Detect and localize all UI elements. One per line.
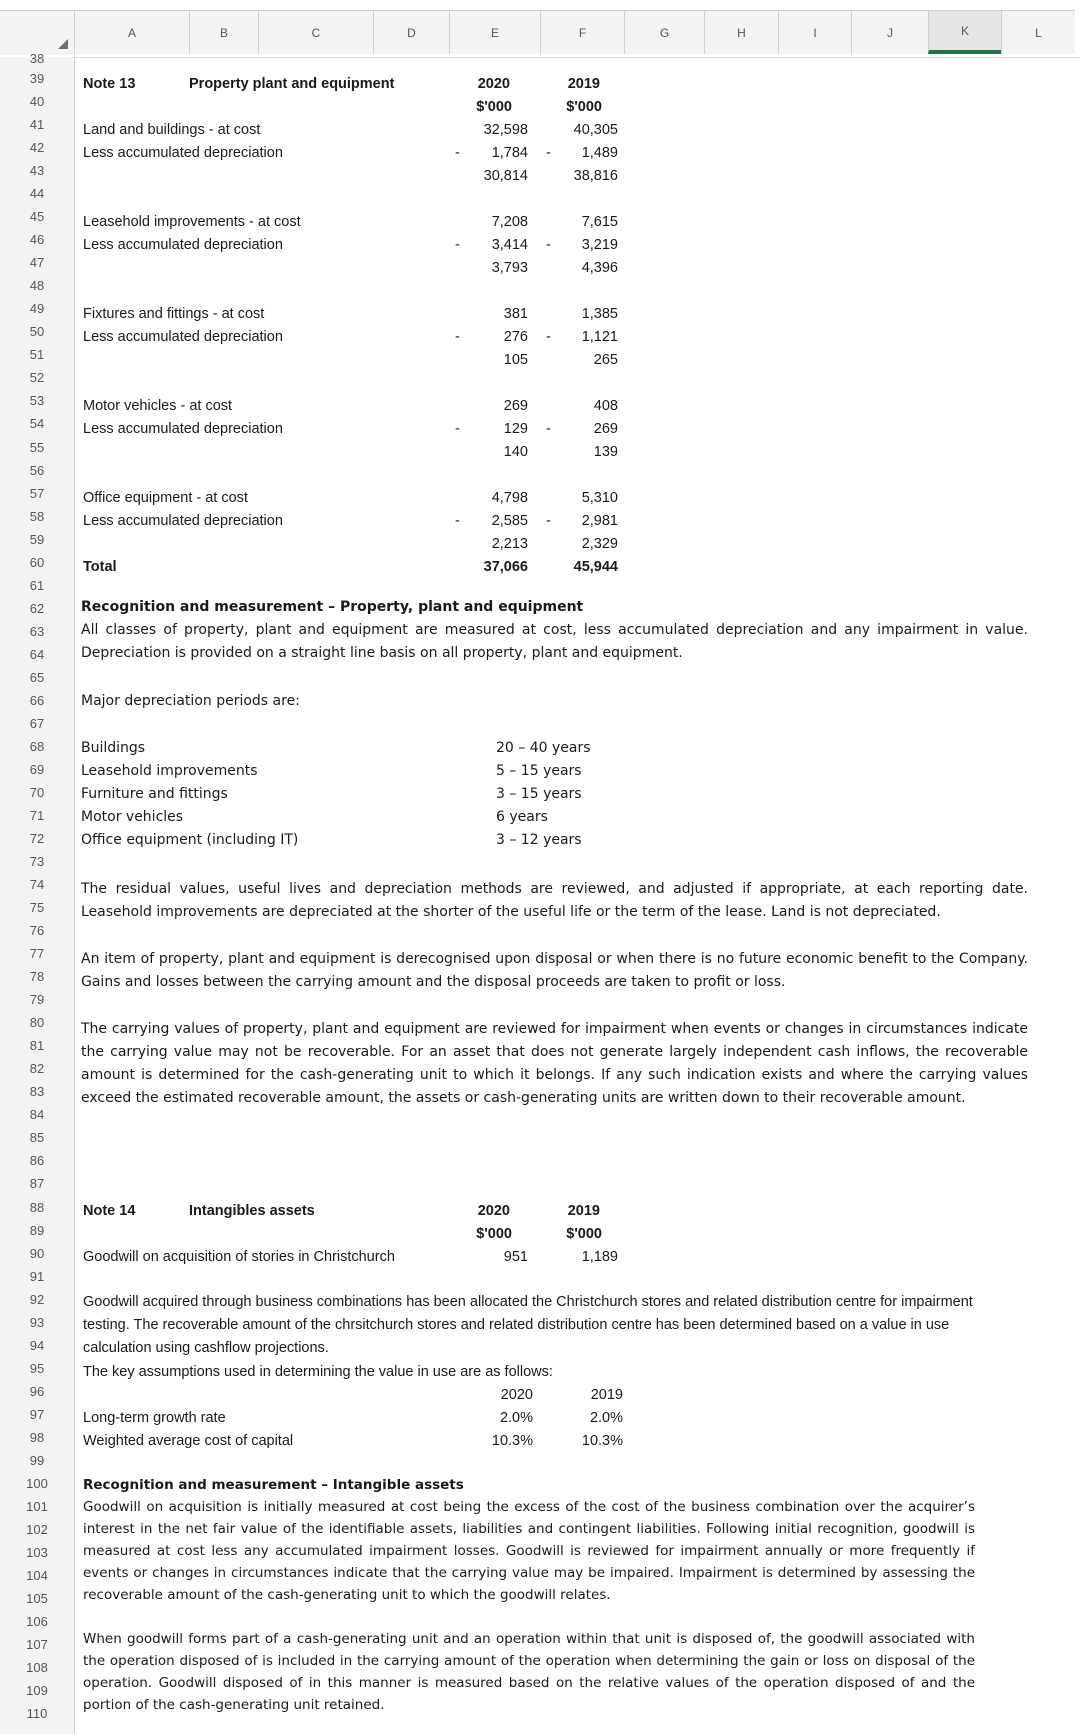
row-header-53[interactable]: 53: [29, 393, 45, 409]
ppe-total-label[interactable]: Total: [83, 559, 117, 575]
row-header-59[interactable]: 59: [29, 531, 45, 547]
row-header-93[interactable]: 93: [29, 1314, 45, 1330]
goodwill-2020[interactable]: 951: [503, 1249, 528, 1265]
ppe-net-2020[interactable]: 105: [503, 352, 528, 368]
goodwill-allocation-paragraph[interactable]: Goodwill acquired through business combinations has been allocated the Christchurch stores and related distribution centre for impairment testing. The recoverable amount of the chrsitchurch stores and related distribution centre has been determined based on a value in use calculation using cashflow projections.: [83, 1294, 973, 1356]
row-header-50[interactable]: 50: [29, 324, 45, 340]
wacc-label[interactable]: Weighted average cost of capital: [83, 1433, 294, 1449]
ppe-net-2020[interactable]: 30,814: [483, 168, 528, 184]
row-header-86[interactable]: 86: [29, 1153, 45, 1169]
ppe-recognition-heading: Recognition and measurement – Property, plant and equipment: [81, 599, 584, 615]
note13-label[interactable]: Note 13: [83, 76, 136, 92]
row-header-61[interactable]: 61: [29, 577, 45, 593]
row-header-100[interactable]: 100: [26, 1475, 48, 1491]
ppe-cost-label[interactable]: Land and buildings - at cost: [83, 122, 261, 138]
row-header-51[interactable]: 51: [29, 347, 45, 363]
row-header-71[interactable]: 71: [29, 807, 45, 823]
ppe-net-2019[interactable]: 265: [593, 352, 618, 368]
row-header-bar: [0, 51, 75, 1734]
ppe-dep-minus-2019[interactable]: -: [546, 237, 551, 253]
ppe-cost-2020[interactable]: 381: [503, 306, 528, 322]
ppe-dep-label[interactable]: Less accumulated depreciation: [83, 237, 283, 253]
ppe-dep-minus-2020[interactable]: -: [455, 237, 460, 253]
select-all-triangle-icon: [58, 39, 68, 49]
ppe-dep-label[interactable]: Less accumulated depreciation: [83, 145, 283, 161]
ppe-net-2020[interactable]: 3,793: [491, 260, 528, 276]
ppe-net-2019[interactable]: 139: [593, 444, 618, 460]
row-header-41[interactable]: 41: [29, 117, 45, 133]
ppe-total-2019[interactable]: 45,944: [573, 559, 618, 575]
row-header-98[interactable]: 98: [29, 1429, 45, 1445]
row-header-54[interactable]: 54: [29, 416, 45, 432]
row-header-40[interactable]: 40: [29, 94, 45, 110]
row-header-108[interactable]: 108: [26, 1660, 48, 1676]
ppe-cost-2020[interactable]: 4,798: [491, 490, 528, 506]
period-label[interactable]: Furniture and fittings: [81, 786, 228, 802]
growth-rate-label[interactable]: Long-term growth rate: [83, 1410, 226, 1426]
row-header-46[interactable]: 46: [29, 232, 45, 248]
ppe-dep-minus-2019[interactable]: -: [546, 145, 551, 161]
ppe-recognition-paragraph[interactable]: [81, 596, 1028, 665]
ppe-cost-2019[interactable]: 5,310: [581, 490, 618, 506]
ppe-cost-2019[interactable]: 7,615: [581, 214, 618, 230]
row-header-75[interactable]: 75: [29, 900, 45, 916]
intangibles-recognition-heading: Recognition and measurement – Intangible assets: [83, 1477, 464, 1493]
select-all-button[interactable]: [0, 10, 75, 55]
note13-unit-2020[interactable]: $'000: [476, 99, 512, 115]
row-header-91[interactable]: 91: [29, 1268, 45, 1284]
row-header-72[interactable]: 72: [29, 831, 45, 847]
period-label[interactable]: Leasehold improvements: [81, 763, 258, 779]
growth-rate-2019[interactable]: 2.0%: [589, 1410, 623, 1426]
row-header-49[interactable]: 49: [29, 301, 45, 317]
ppe-dep-minus-2019[interactable]: -: [546, 421, 551, 437]
ppe-dep-label[interactable]: Less accumulated depreciation: [83, 513, 283, 529]
period-label[interactable]: Buildings: [81, 740, 146, 756]
row-header-55[interactable]: 55: [29, 439, 45, 455]
ppe-net-2019[interactable]: 4,396: [581, 260, 618, 276]
row-header-102[interactable]: 102: [26, 1521, 48, 1537]
row-header-65[interactable]: 65: [29, 669, 45, 685]
ppe-dep-2020[interactable]: 3,414: [491, 237, 528, 253]
ppe-dep-2020[interactable]: 2,585: [491, 513, 528, 529]
note13-year-2019[interactable]: 2019: [567, 76, 600, 92]
row-header-60[interactable]: 60: [29, 554, 45, 570]
note14-unit-2020[interactable]: $'000: [476, 1226, 512, 1242]
row-header-97[interactable]: 97: [29, 1406, 45, 1422]
ppe-dep-minus-2020[interactable]: -: [455, 329, 460, 345]
note14-year-2019[interactable]: 2019: [567, 1203, 600, 1219]
period-value[interactable]: 5 – 15 years: [496, 763, 582, 779]
ppe-dep-minus-2020[interactable]: -: [455, 513, 460, 529]
wacc-2019[interactable]: 10.3%: [581, 1433, 623, 1449]
note14-label[interactable]: Note 14: [83, 1203, 136, 1219]
ppe-dep-2019[interactable]: 1,489: [581, 145, 618, 161]
row-header-110[interactable]: 110: [26, 1706, 48, 1722]
note14-year-2020[interactable]: 2020: [477, 1203, 510, 1219]
goodwill-2019[interactable]: 1,189: [581, 1249, 618, 1265]
period-value[interactable]: 3 – 12 years: [496, 832, 582, 848]
column-header-h[interactable]: H: [704, 10, 778, 54]
ppe-dep-2019[interactable]: 2,981: [581, 513, 618, 529]
row-header-56[interactable]: 56: [29, 462, 45, 478]
row-header-103[interactable]: 103: [26, 1544, 48, 1560]
ppe-net-2019[interactable]: 38,816: [573, 168, 618, 184]
row-header-89[interactable]: 89: [29, 1222, 45, 1238]
ppe-dep-minus-2019[interactable]: -: [546, 329, 551, 345]
ppe-dep-2019[interactable]: 269: [593, 421, 618, 437]
row-header-62[interactable]: 62: [29, 600, 45, 616]
ppe-dep-minus-2020[interactable]: -: [455, 421, 460, 437]
derecognition-paragraph[interactable]: An item of property, plant and equipment is derecognised upon disposal or when there is no future economic benefit to the Company. Gains and losses between the carrying amount and the disposal proceeds are taken to profit or loss.: [81, 951, 1028, 990]
column-header-k[interactable]: K: [928, 10, 1001, 54]
growth-rate-2020[interactable]: 2.0%: [499, 1410, 533, 1426]
row-header-76[interactable]: 76: [29, 923, 45, 939]
ppe-dep-minus-2019[interactable]: -: [546, 513, 551, 529]
ppe-recognition-text: All classes of property, plant and equipment are measured at cost, less accumulated depreciation and any impairment in value. Depreciation is provided on a straight line basis on all property, plant and equipment.: [81, 622, 1028, 661]
row-header-90[interactable]: 90: [29, 1245, 45, 1261]
column-header-bar: [0, 0, 1080, 58]
period-value[interactable]: 6 years: [496, 809, 548, 825]
ppe-net-2019[interactable]: 2,329: [581, 536, 618, 552]
row-header-104[interactable]: 104: [26, 1567, 48, 1583]
period-label[interactable]: Motor vehicles: [81, 809, 184, 825]
row-header-67[interactable]: 67: [29, 715, 45, 731]
note13-unit-2019[interactable]: $'000: [566, 99, 602, 115]
ppe-dep-label[interactable]: Less accumulated depreciation: [83, 421, 283, 437]
note14-unit-2019[interactable]: $'000: [566, 1226, 602, 1242]
ppe-cost-2019[interactable]: 408: [593, 398, 618, 414]
row-header-96[interactable]: 96: [29, 1383, 45, 1399]
column-header-b[interactable]: B: [189, 10, 258, 54]
assumptions-year-2020[interactable]: 2020: [500, 1387, 533, 1403]
row-header-79[interactable]: 79: [29, 992, 45, 1008]
row-header-105[interactable]: 105: [26, 1591, 48, 1606]
intangibles-recognition-paragraph[interactable]: [83, 1474, 975, 1606]
note14-title[interactable]: Intangibles assets: [189, 1203, 315, 1219]
row-header-74[interactable]: 74: [29, 877, 45, 893]
column-header-i[interactable]: I: [778, 10, 851, 54]
period-value[interactable]: 3 – 15 years: [496, 786, 582, 802]
ppe-cost-2020[interactable]: 7,208: [491, 214, 528, 230]
row-header-94[interactable]: 94: [29, 1337, 45, 1353]
row-header-43[interactable]: 43: [29, 163, 45, 179]
row-header-92[interactable]: 92: [29, 1291, 45, 1307]
row-header-69[interactable]: 69: [29, 761, 45, 777]
column-header-d[interactable]: D: [373, 10, 449, 54]
ppe-cost-2020[interactable]: 32,598: [483, 122, 528, 138]
wacc-2020[interactable]: 10.3%: [491, 1433, 533, 1449]
row-header-95[interactable]: 95: [29, 1360, 45, 1376]
row-header-107[interactable]: 107: [26, 1637, 48, 1653]
row-header-66[interactable]: 66: [29, 692, 45, 708]
row-header-87[interactable]: 87: [29, 1176, 45, 1192]
residual-values-paragraph[interactable]: The residual values, useful lives and depreciation methods are reviewed, and adjusted if appropriate, at each reporting date. Leasehold improvements are depreciated at the shorter of the useful life or the term of the lease. Land is not depreciated.: [81, 881, 1028, 920]
goodwill-disposal-paragraph[interactable]: When goodwill forms part of a cash-generating unit and an operation within that unit is disposed of, the goodwill associated with the operation disposed of is included in the carrying amount of the operation when determining the gain or loss on disposal of the operation. Goodwill disposed of in this manner is measured based on the relative values of the operation disposed of and the portion of the cash-generating unit retained.: [83, 1631, 975, 1713]
row-header-68[interactable]: 68: [29, 738, 45, 754]
row-header-58[interactable]: 58: [29, 508, 45, 524]
row-header-42[interactable]: 42: [29, 140, 45, 156]
note13-title[interactable]: Property plant and equipment: [189, 76, 395, 92]
row-header-57[interactable]: 57: [29, 485, 45, 501]
row-header-52[interactable]: 52: [29, 370, 45, 386]
row-header-99[interactable]: 99: [29, 1452, 45, 1468]
column-header-e[interactable]: E: [449, 10, 540, 54]
ppe-net-2020[interactable]: 2,213: [491, 536, 528, 552]
column-header-g[interactable]: G: [624, 10, 704, 54]
row-header-81[interactable]: 81: [29, 1038, 45, 1054]
column-header-c[interactable]: C: [258, 10, 373, 54]
row-header-78[interactable]: 78: [29, 969, 45, 985]
row-header-106[interactable]: 106: [26, 1614, 48, 1630]
row-header-80[interactable]: 80: [29, 1015, 45, 1031]
ppe-cost-2020[interactable]: 269: [503, 398, 528, 414]
row-header-48[interactable]: 48: [29, 278, 45, 294]
column-header-l[interactable]: L: [1001, 10, 1075, 54]
ppe-cost-label[interactable]: Leasehold improvements - at cost: [83, 214, 301, 230]
goodwill-label[interactable]: Goodwill on acquisition of stories in Christchurch: [83, 1249, 395, 1265]
row-header-77[interactable]: 77: [29, 946, 45, 962]
ppe-net-2020[interactable]: 140: [503, 444, 528, 460]
ppe-cost-2019[interactable]: 1,385: [581, 306, 618, 322]
ppe-dep-2020[interactable]: 276: [503, 329, 528, 345]
assumptions-year-2019[interactable]: 2019: [590, 1387, 623, 1403]
note13-year-2020[interactable]: 2020: [477, 76, 510, 92]
row-header-88[interactable]: 88: [29, 1199, 45, 1215]
column-header-f[interactable]: F: [540, 10, 624, 54]
ppe-dep-2019[interactable]: 1,121: [581, 329, 618, 345]
row-header-73[interactable]: 73: [29, 854, 45, 870]
row-header-109[interactable]: 109: [26, 1683, 48, 1699]
ppe-cost-2019[interactable]: 40,305: [573, 122, 618, 138]
ppe-cost-label[interactable]: Motor vehicles - at cost: [83, 398, 233, 414]
period-label[interactable]: Office equipment (including IT): [81, 832, 299, 848]
column-header-a[interactable]: A: [74, 10, 189, 54]
column-header-j[interactable]: J: [851, 10, 928, 54]
period-value[interactable]: 20 – 40 years: [496, 740, 591, 756]
row-header-70[interactable]: 70: [29, 784, 45, 800]
row-header-85[interactable]: 85: [29, 1130, 45, 1146]
intangibles-recognition-text: Goodwill on acquisition is initially measured at cost being the excess of the cost of the business combination over the acquirer’s interest in the net fair value of the identifiable assets, liabilities and contingent liabilities. Following initial recognition, goodwill is measured at cost less any accumulated impairment losses. Goodwill is reviewed for impairment annually or more frequently if events or changes in circumstances indicate that the carrying value may be impaired. Impairment is determined by assessing the recoverable amount of the cash-generating unit to which the goodwill relates.: [83, 1499, 975, 1603]
row-header-101[interactable]: 101: [26, 1498, 48, 1514]
key-assumptions-label[interactable]: The key assumptions used in determining the value in use are as follows:: [83, 1364, 553, 1380]
row-header-45[interactable]: 45: [29, 209, 45, 225]
ppe-dep-2020[interactable]: 129: [503, 421, 528, 437]
ppe-total-2020[interactable]: 37,066: [483, 559, 528, 575]
impairment-paragraph[interactable]: The carrying values of property, plant and equipment are reviewed for impairment when events or changes in circumstances indicate the carrying value may not be recoverable. For an asset that does not generate largely independent cash inflows, the recoverable amount is determined for the cash-generating unit to which it belongs. If any such indication exists and where the carrying values exceed the estimated recoverable amount, the assets or cash-generating units are written down to their recoverable amount.: [81, 1021, 1028, 1106]
row-header-39[interactable]: 39: [29, 71, 45, 87]
row-header-38[interactable]: 38: [29, 51, 45, 66]
row-header-82[interactable]: 82: [29, 1061, 45, 1077]
ppe-dep-minus-2020[interactable]: -: [455, 145, 460, 161]
row-header-63[interactable]: 63: [29, 623, 45, 639]
row-header-84[interactable]: 84: [29, 1107, 45, 1123]
ppe-dep-2019[interactable]: 3,219: [581, 237, 618, 253]
row-header-47[interactable]: 47: [29, 255, 45, 271]
row-header-44[interactable]: 44: [29, 186, 45, 202]
major-periods-label[interactable]: Major depreciation periods are:: [81, 693, 300, 709]
ppe-dep-2020[interactable]: 1,784: [491, 145, 528, 161]
ppe-dep-label[interactable]: Less accumulated depreciation: [83, 329, 283, 345]
ppe-cost-label[interactable]: Fixtures and fittings - at cost: [83, 306, 265, 322]
ppe-cost-label[interactable]: Office equipment - at cost: [83, 490, 248, 506]
row-header-83[interactable]: 83: [29, 1084, 45, 1100]
row-header-64[interactable]: 64: [29, 646, 45, 662]
